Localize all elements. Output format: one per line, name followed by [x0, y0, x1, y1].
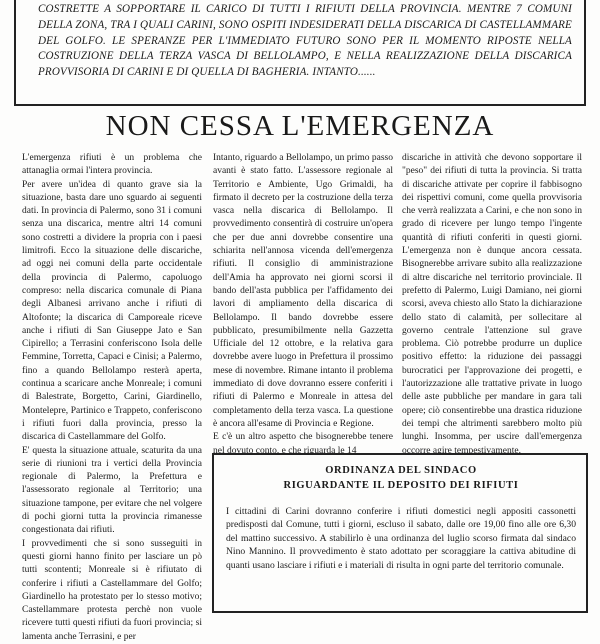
- ordinance-title-line-1: ORDINANZA DEL SINDACO: [325, 465, 477, 476]
- paragraph: E c'è un altro aspetto che bisognerebbe tenere nel dovuto conto, e che riguarda le 14: [213, 432, 393, 456]
- paragraph: Intanto, riguardo a Bellolampo, un primo passo avanti è stato fatto. L'assessore regionale al Territorio e Ambiente, Ugo Grimaldi, ha firmato il decreto per la costruzione della terza vasca nella discarica di Bellolampo. Il provvedimento consentirà di costruire un'opera che per due anni dovrebbe consentire una schiarita nell'annosa vicenda dell'emergenza rifiuti. Il consiglio di amministrazione dell'Amia ha approvato nei giorni scorsi il bando dell'asta pubblica per l'affidamento dei lavori di ampliamento della discarica di Bellolampo. Il bando dovrebbe essere pubblicato, presumibilmente nella Gazzetta Ufficiale del 12 ottobre, e la relativa gara dovrebbe avere luogo in Prefettura il prossimo mese di novembre. Rimane intanto il problema immediato di dove dovranno essere conferiti i rifiuti di Palermo e Monreale in attesa del completamento della terza vasca. La questione è ancora all'esame di Provincia e Regione.: [213, 153, 393, 429]
- paragraph: E' questa la situazione attuale, scaturita da una serie di riunioni tra i vertici della Provincia regionale di Palermo, la Prefettura e l'assessorato regionale al Territorio; una situazione tampone, per evitare che nel volgere di pochi giorni tutta la provincia rimanesse congestionata dai rifiuti.: [22, 445, 202, 536]
- paragraph: I provvedimenti che si sono susseguiti in questi giorni hanno finito per lasciare un pò tutti scontenti; Monreale si è rifiutato di conferire i rifiuti a Castellammare del Golfo; Giardinello ha protestato per lo stesso motivo; Castellammare protesta perchè non vuole ricevere tutti questi rifiuti da fuori provincia; si lamenta anche Terrasini, e per: [22, 538, 202, 642]
- ordinance-title: [226, 463, 576, 493]
- paragraph: Per avere un'idea di quanto grave sia la situazione, basta dare uno sguardo ai seguenti dati. In provincia di Palermo, sono 31 i comuni senza una discarica, mentre altri 14 comuni sono costretti a dividere la propria con i paesi limitrofi. Ecco la situazione delle discariche, ad oggi nei comuni della parte occidentale della provincia di Palermo, capoluogo compreso: nella discarica comunale di Piana degli Albanesi arrivano anche i rifiuti di Altofonte; la discarica di Camporeale riceve anche i rifiuti di San Giuseppe Jato e San Cipirello; a Terrasini conferiscono Isola delle Femmine, Torretta, Capaci e Cinisi; a Palermo, fino a quando Bellolampo resterà aperta, continua a scaricare anche Monreale; i comuni di Balestrate, Borgetto, Carini, Giardinello, Montelepre, Partinico e Trappeto, conferiscono i rifiuti fuori dalla provincia, presso la discarica di Castellammare del Golfo.: [22, 179, 202, 443]
- ordinance-box: [212, 453, 588, 613]
- ordinance-body: I cittadini di Carini dovranno conferire i rifiuti domestici negli appositi cassonetti predisposti dal Comune, tutti i giorni, escluso il sabato, dalle ore 19,00 fino alle ore 6,30 del mattino successivo. A stabilirlo è una ordinanza del luglio scorso firmata dal sindaco Nino Mannino. Il provvedimento è stato adottato per scoraggiare la cattiva abitudine di quanti usano lasciare i rifiuti e i materiali di risulta in ogni parte del territorio comunale.: [226, 506, 576, 571]
- article-column-1: [22, 152, 202, 644]
- article-column-2: [213, 152, 393, 456]
- ordinance-title-line-2: RIGUARDANTE IL DEPOSITO DEI RIFIUTI: [283, 480, 519, 491]
- lead-paragraph: COSTRETTE A SOPPORTARE IL CARICO DI TUTTI I RIFIUTI DELLA PROVINCIA. MENTRE 7 COMUNI DELLA ZONA, TRA I QUALI CARINI, SONO OSPITI INDESIDERATI DELLA DISCARICA DI CASTELLAMMARE DEL GOLFO. LE SPERANZE PER L'IMMEDIATO FUTURO SONO PER IL MOMENTO RIPOSTE NELLA COSTRUZIONE DELLA TERZA VASCA DI BELLOLAMPO, E NELLA REALIZZAZIONE DELLA DISCARICA PROVVISORIA DI CARINI E DI QUELLA DI BAGHERIA. INTANTO......: [38, 3, 572, 79]
- paragraph: discariche in attività che devono sopportare il "peso" dei rifiuti di tutta la provincia. Si tratta di discariche attivate per coprire il fabbisogno dei rispettivi comuni, come quella provvisoria che verrà realizzata a Carini, e che non sono in grado di ricevere per lungo tempo l'ingente quantità di rifiuti conferiti in questi giorni. L'emergenza non è dunque ancora cessata. Bisognerebbe arrivare subito alla realizzazione di altre discariche nel territorio provinciale. Il prefetto di Palermo, Luigi Damiano, nei giorni scorsi, aveva chiesto allo Stato la dichiarazione dello stato di calamità, per sollecitare al governo centrale l'attenzione sul grave problema. Ciò potrebbe produrre un duplice positivo effetto: la riduzione dei passaggi burocratici per l'approvazione dei progetti, e l'autorizzazione alle trattative private in luogo delle aste pubbliche per mandare in gara tali opere; ciò consentirebbe una drastica riduzione dei tempi che altrimenti sarebbero molto più lunghi. Insomma, per uscire dall'emergenza occorre agire tempestivamente.: [402, 153, 582, 456]
- paragraph: L'emergenza rifiuti è un problema che attanaglia ormai l'intera provincia.: [22, 153, 202, 177]
- article-column-3: [402, 152, 582, 456]
- article-headline: NON CESSA L'EMERGENZA: [105, 110, 495, 142]
